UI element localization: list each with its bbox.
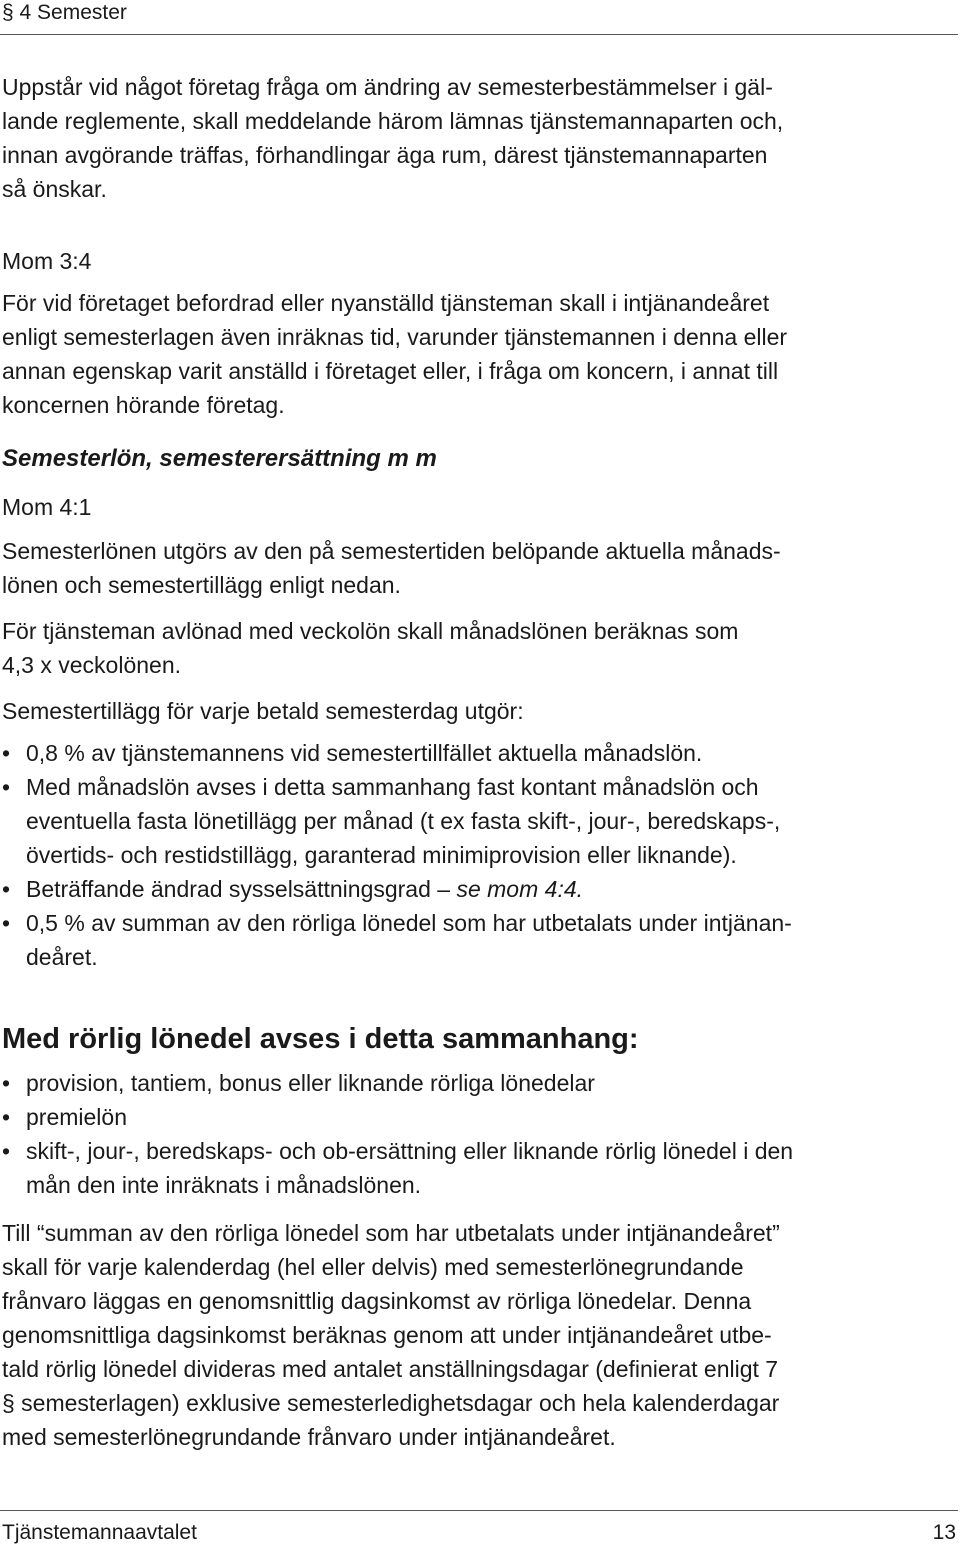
paragraph-line: skall för varje kalenderdag (hel eller delvis) med semesterlönegrundande <box>2 1254 744 1280</box>
list-item <box>2 1066 958 1100</box>
intro-line: så önskar. <box>2 176 107 202</box>
bullet-icon: • <box>2 740 11 766</box>
bullet-icon: • <box>2 774 11 800</box>
header-title: § 4 Semester <box>2 1 127 24</box>
paragraph-line: med semesterlönegrundande frånvaro under intjänandeåret. <box>2 1424 616 1450</box>
list-item-text: premielön <box>26 1104 127 1130</box>
list-item <box>2 1134 958 1202</box>
list-item-text: mån den inte inräknats i månadslönen. <box>26 1172 422 1198</box>
paragraph-line: För tjänsteman avlönad med veckolön skall månadslönen beräknas som <box>2 618 739 644</box>
list-item <box>2 770 958 872</box>
bullet-icon: • <box>2 1104 11 1130</box>
list-item-text: skift-, jour-, beredskaps- och ob-ersättning eller liknande rörlig lönedel i den <box>26 1138 794 1164</box>
intro-paragraph <box>2 70 958 206</box>
mom-4-1-paragraph-1 <box>2 534 958 602</box>
paragraph-line: enligt semesterlagen även inräknas tid, varunder tjänstemannen i denna eller <box>2 324 788 350</box>
list-item-text: Med månadslön avses i detta sammanhang fast kontant månadslön och <box>26 774 759 800</box>
mom-4-1-heading: Mom 4:1 <box>2 494 92 520</box>
list-item-text: deåret. <box>26 944 98 970</box>
rorlig-lonedel-paragraph <box>2 1216 958 1454</box>
list-item-text: övertids- och restidstillägg, garanterad minimiprovision eller liknande). <box>26 842 737 868</box>
paragraph-line: lönen och semestertillägg enligt nedan. <box>2 572 401 598</box>
page-number: 13 <box>932 1521 956 1544</box>
cross-reference: se mom 4:4. <box>456 876 584 902</box>
paragraph-line: § semesterlagen) exklusive semesterledighetsdagar och hela kalenderdagar <box>2 1390 780 1416</box>
bullet-icon: • <box>2 1070 11 1096</box>
paragraph-line: genomsnittliga dagsinkomst beräknas genom att under intjänandeåret utbe- <box>2 1322 772 1348</box>
mom-3-4-paragraph <box>2 286 958 422</box>
page-footer <box>0 1510 958 1551</box>
rorlig-lonedel-heading: Med rörlig lönedel avses i detta sammanhang: <box>2 1023 639 1055</box>
list-item <box>2 872 958 906</box>
mom-4-1-paragraph-2 <box>2 614 958 682</box>
bullet-icon: • <box>2 1138 11 1164</box>
bullet-icon: • <box>2 876 11 902</box>
paragraph-line: tald rörlig lönedel divideras med antalet anställningsdagar (definierat enligt 7 <box>2 1356 779 1382</box>
paragraph-line: koncernen hörande företag. <box>2 392 285 418</box>
paragraph-line: frånvaro läggas en genomsnittlig dagsinkomst av rörliga lönedelar. Denna <box>2 1288 752 1314</box>
intro-line: lande reglemente, skall meddelande härom lämnas tjänstemannaparten och, <box>2 108 784 134</box>
list-item-text: eventuella fasta lönetillägg per månad (t ex fasta skift-, jour-, beredskaps-, <box>26 808 781 834</box>
paragraph-line: annan egenskap varit anställd i företaget eller, i fråga om koncern, i annat till <box>2 358 779 384</box>
list-item <box>2 906 958 974</box>
paragraph-line: Semesterlönen utgörs av den på semestertiden belöpande aktuella månads- <box>2 538 781 564</box>
paragraph-line: För vid företaget befordrad eller nyanställd tjänsteman skall i intjänandeåret <box>2 290 770 316</box>
list-item <box>2 1100 958 1134</box>
mom-3-4-heading: Mom 3:4 <box>2 248 92 274</box>
page-header <box>0 0 958 35</box>
section-heading: Semesterlön, semesterersättning m m <box>2 445 437 472</box>
bullet-icon: • <box>2 910 11 936</box>
list-item <box>2 736 958 770</box>
paragraph-line: Till “summan av den rörliga lönedel som har utbetalats under intjänandeåret” <box>2 1220 780 1246</box>
intro-line: innan avgörande träffas, förhandlingar äga rum, därest tjänstemannaparten <box>2 142 768 168</box>
list-item-text: 0,8 % av tjänstemannens vid semestertillfället aktuella månadslön. <box>26 740 703 766</box>
list-item-text: provision, tantiem, bonus eller liknande rörliga lönedelar <box>26 1070 595 1096</box>
mom-4-1-paragraph-3: Semestertillägg för varje betald semesterdag utgör: <box>2 698 524 724</box>
list-item-text: 0,5 % av summan av den rörliga lönedel som har utbetalats under intjänan- <box>26 910 792 936</box>
intro-line: Uppstår vid något företag fråga om ändring av semesterbestämmelser i gäl- <box>2 74 773 100</box>
rorlig-lonedel-list <box>2 1066 958 1202</box>
paragraph-line: 4,3 x veckolönen. <box>2 652 182 678</box>
page-content <box>2 70 958 1454</box>
list-item-text: Beträffande ändrad sysselsättningsgrad – <box>26 876 457 902</box>
footer-document-title: Tjänstemannaavtalet <box>2 1521 197 1544</box>
semestertillagg-list <box>2 736 958 974</box>
